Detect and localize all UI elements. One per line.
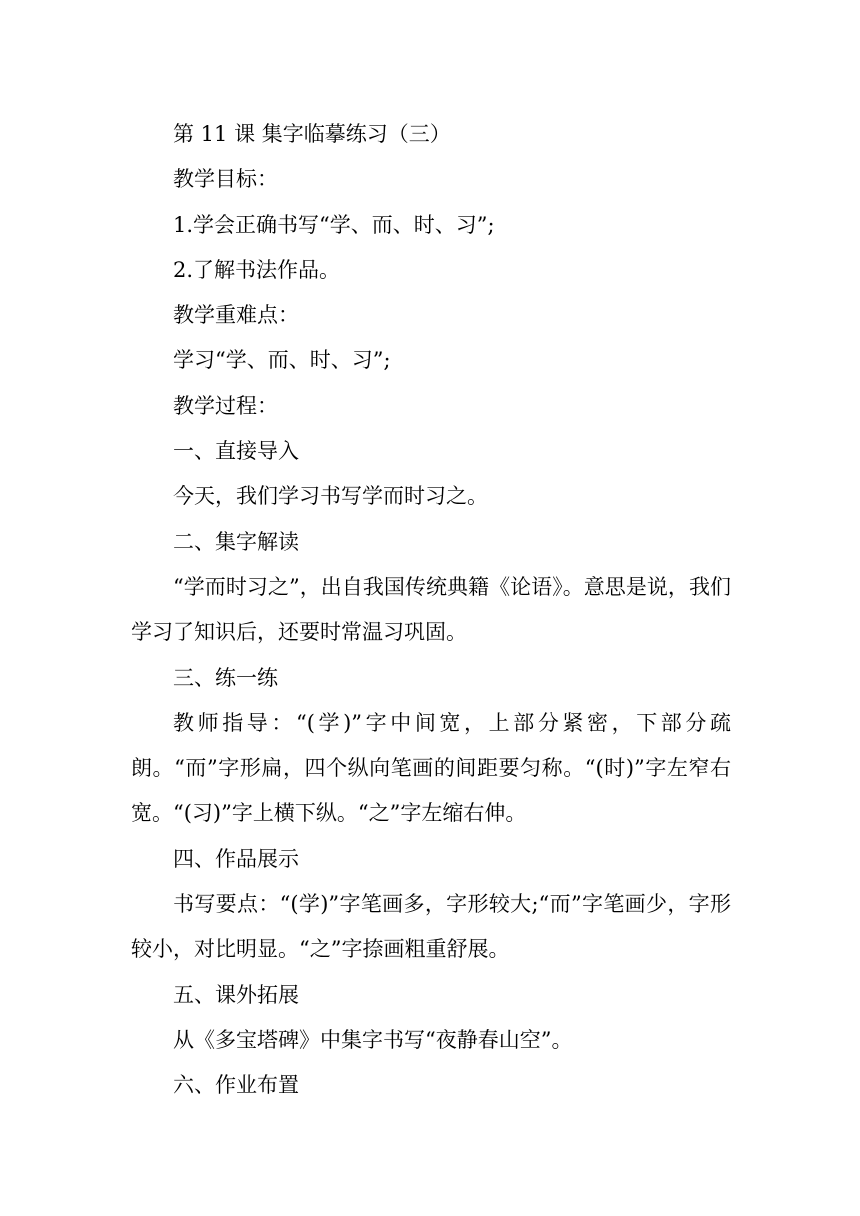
step-heading-4: 四、作品展示 (173, 846, 299, 871)
document-body (131, 112, 731, 1109)
step-heading-6: 六、作业布置 (173, 1073, 299, 1098)
key-point-text: 学习“学、而、时、习”; (173, 348, 391, 373)
objective-2: 2.了解书法作品。 (173, 257, 341, 282)
section-heading-process: 教学过程： (173, 393, 278, 418)
step-heading-2: 二、集字解读 (173, 529, 299, 554)
section-heading-objectives: 教学目标： (173, 167, 278, 192)
lesson-title: 第 11 课 集字临摹练习（三） (173, 122, 451, 146)
step-text-1: 今天，我们学习书写学而时习之。 (173, 484, 488, 509)
step-heading-5: 五、课外拓展 (173, 982, 299, 1007)
step-heading-1: 一、直接导入 (173, 439, 299, 464)
objective-1: 1.学会正确书写“学、而、时、习”; (173, 212, 495, 237)
step-text-4: 书写要点：“(学)”字笔画多，字形较大;“而”字笔画少，字形较小，对比明显。“之”字捺画粗重舒展。 (131, 892, 731, 962)
step-heading-3: 三、练一练 (173, 665, 278, 690)
step-text-3: 教师指导：“(学)”字中间宽，上部分紧密，下部分疏朗。“而”字形扁，四个纵向笔画的间距要匀称。“(时)”字左窄右宽。“(习)”字上横下纵。“之”字左缩右伸。 (131, 710, 731, 826)
step-text-5: 从《多宝塔碑》中集字书写“夜静春山空”。 (173, 1027, 573, 1052)
section-heading-key-points: 教学重难点： (173, 303, 299, 328)
step-text-2: “学而时习之”，出自我国传统典籍《论语》。意思是说，我们学习了知识后，还要时常温习巩固。 (131, 574, 731, 645)
